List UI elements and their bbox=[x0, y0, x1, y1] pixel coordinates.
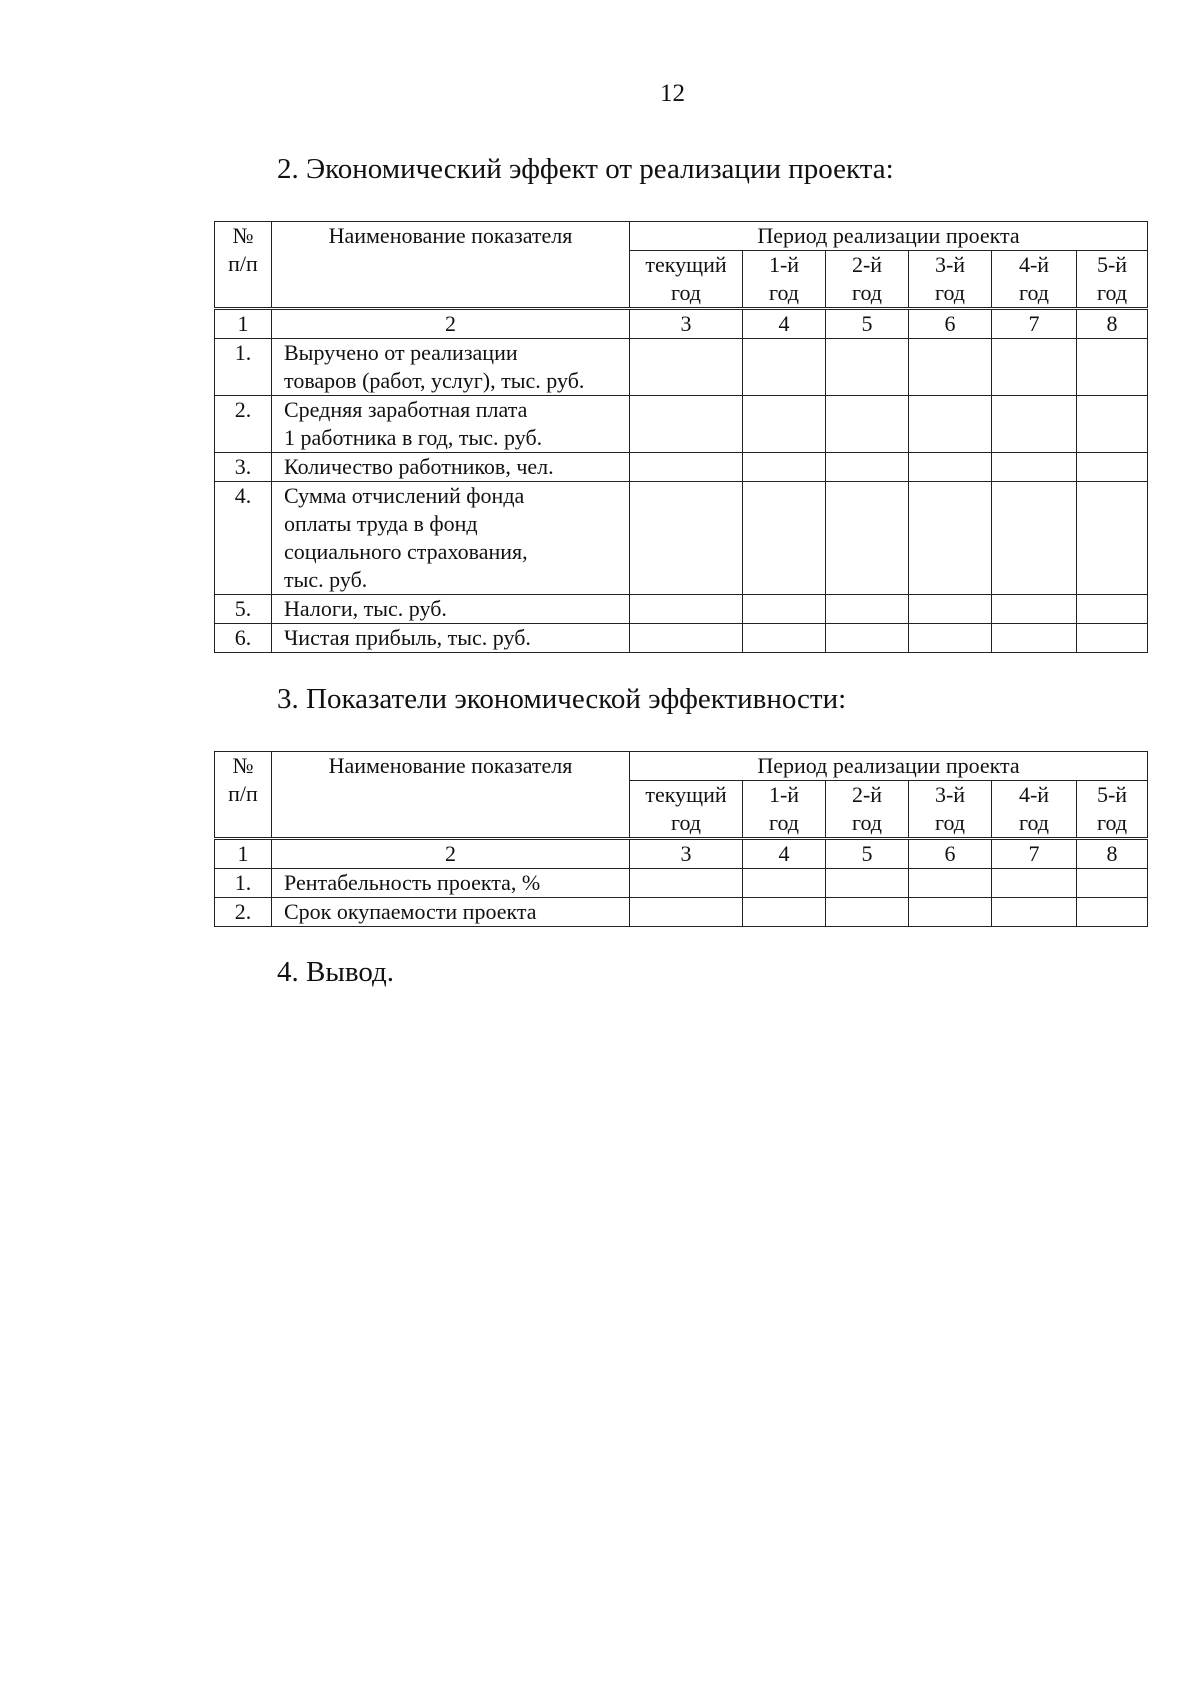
year-label-line-2: год bbox=[851, 280, 883, 305]
column-number-cell: 6 bbox=[909, 839, 992, 869]
indicator-name-cell bbox=[272, 453, 630, 482]
section-2-heading: 2. Экономический эффект от реализации проекта: bbox=[277, 153, 894, 185]
section-4-heading: 4. Вывод. bbox=[277, 956, 394, 988]
year-header-cell bbox=[1077, 251, 1148, 309]
empty-value-cell bbox=[992, 624, 1077, 653]
column-number-row bbox=[215, 839, 1148, 869]
empty-value-cell bbox=[826, 595, 909, 624]
year-header-cell bbox=[909, 781, 992, 839]
empty-value-cell bbox=[992, 595, 1077, 624]
year-label-line-1: 4-й bbox=[1018, 782, 1050, 807]
year-label-line-1: текущий bbox=[645, 252, 727, 277]
year-label-line-2: год bbox=[851, 810, 883, 835]
page-number: 12 bbox=[660, 80, 685, 107]
empty-value-cell bbox=[909, 453, 992, 482]
period-header: Период реализации проекта bbox=[630, 222, 1148, 251]
economic-effect-table bbox=[214, 221, 1148, 653]
empty-value-cell bbox=[630, 869, 743, 898]
section-3-heading: 3. Показатели экономической эффективности: bbox=[277, 683, 847, 715]
year-label-line-1: 1-й bbox=[768, 782, 800, 807]
year-header-cell bbox=[826, 781, 909, 839]
empty-value-cell bbox=[1077, 869, 1148, 898]
year-header-cell bbox=[743, 781, 826, 839]
indicator-name-cell bbox=[272, 339, 630, 396]
number-header-cell bbox=[215, 222, 272, 309]
empty-value-cell bbox=[630, 624, 743, 653]
indicator-name-line: 1 работника в год, тыс. руб. bbox=[284, 425, 543, 450]
indicator-name-header: Наименование показателя bbox=[272, 222, 630, 309]
number-header-line-1: № bbox=[232, 223, 254, 248]
empty-value-cell bbox=[1077, 595, 1148, 624]
column-number-cell: 5 bbox=[826, 309, 909, 339]
header-row bbox=[215, 222, 1148, 251]
indicator-name-cell bbox=[272, 396, 630, 453]
row-number-cell: 6. bbox=[215, 624, 272, 653]
year-label-line-1: 4-й bbox=[1018, 252, 1050, 277]
empty-value-cell bbox=[826, 453, 909, 482]
year-label-line-1: 2-й bbox=[851, 252, 883, 277]
year-header-cell bbox=[992, 781, 1077, 839]
indicator-name-cell bbox=[272, 595, 630, 624]
efficiency-indicators-table bbox=[214, 751, 1148, 927]
empty-value-cell bbox=[1077, 898, 1148, 927]
year-label-line-2: год bbox=[1018, 280, 1050, 305]
indicator-name-cell bbox=[272, 898, 630, 927]
year-label-line-2: год bbox=[934, 280, 966, 305]
empty-value-cell bbox=[630, 482, 743, 595]
table-row bbox=[215, 339, 1148, 396]
indicator-name-cell bbox=[272, 869, 630, 898]
empty-value-cell bbox=[743, 595, 826, 624]
period-header: Период реализации проекта bbox=[630, 752, 1148, 781]
empty-value-cell bbox=[826, 339, 909, 396]
column-number-cell: 2 bbox=[272, 839, 630, 869]
table-row bbox=[215, 869, 1148, 898]
table-row bbox=[215, 453, 1148, 482]
indicator-name-line: тыс. руб. bbox=[284, 567, 368, 592]
year-label-line-1: 5-й bbox=[1096, 782, 1128, 807]
column-number-cell: 3 bbox=[630, 839, 743, 869]
row-number-cell: 1. bbox=[215, 339, 272, 396]
empty-value-cell bbox=[743, 898, 826, 927]
column-number-cell: 6 bbox=[909, 309, 992, 339]
empty-value-cell bbox=[909, 339, 992, 396]
indicator-name-line: Средняя заработная плата bbox=[284, 397, 528, 422]
year-label-line-2: год bbox=[1018, 810, 1050, 835]
empty-value-cell bbox=[1077, 453, 1148, 482]
row-number-cell: 2. bbox=[215, 898, 272, 927]
row-number-cell: 2. bbox=[215, 396, 272, 453]
column-number-cell: 3 bbox=[630, 309, 743, 339]
year-label-line-1: 2-й bbox=[851, 782, 883, 807]
year-header-cell bbox=[743, 251, 826, 309]
indicator-name-line: Рентабельность проекта, % bbox=[284, 870, 541, 895]
table-row bbox=[215, 898, 1148, 927]
empty-value-cell bbox=[630, 453, 743, 482]
year-label-line-1: 1-й bbox=[768, 252, 800, 277]
indicator-name-line: товаров (работ, услуг), тыс. руб. bbox=[284, 368, 585, 393]
empty-value-cell bbox=[826, 869, 909, 898]
table-row bbox=[215, 482, 1148, 595]
column-number-cell: 1 bbox=[215, 839, 272, 869]
empty-value-cell bbox=[743, 624, 826, 653]
empty-value-cell bbox=[992, 396, 1077, 453]
empty-value-cell bbox=[743, 396, 826, 453]
indicator-name-cell bbox=[272, 482, 630, 595]
column-number-cell: 1 bbox=[215, 309, 272, 339]
column-number-cell: 7 bbox=[992, 839, 1077, 869]
row-number-cell: 5. bbox=[215, 595, 272, 624]
economic-effect-table-body bbox=[215, 222, 1148, 653]
empty-value-cell bbox=[992, 339, 1077, 396]
empty-value-cell bbox=[909, 869, 992, 898]
column-number-row bbox=[215, 309, 1148, 339]
row-number-cell: 1. bbox=[215, 869, 272, 898]
number-header-line-2: п/п bbox=[228, 251, 258, 276]
empty-value-cell bbox=[909, 624, 992, 653]
year-label-line-2: год bbox=[768, 280, 800, 305]
empty-value-cell bbox=[826, 624, 909, 653]
indicator-name-line: Чистая прибыль, тыс. руб. bbox=[284, 625, 531, 650]
empty-value-cell bbox=[743, 482, 826, 595]
indicator-name-line: Срок окупаемости проекта bbox=[284, 899, 537, 924]
header-row bbox=[215, 752, 1148, 781]
indicator-name-line: оплаты труда в фонд bbox=[284, 511, 478, 536]
number-header-line-1: № bbox=[232, 753, 254, 778]
empty-value-cell bbox=[826, 898, 909, 927]
year-label-line-1: 3-й bbox=[934, 252, 966, 277]
efficiency-indicators-table-body bbox=[215, 752, 1148, 927]
row-number-cell: 3. bbox=[215, 453, 272, 482]
column-number-cell: 4 bbox=[743, 309, 826, 339]
year-label-line-1: текущий bbox=[645, 782, 727, 807]
empty-value-cell bbox=[826, 482, 909, 595]
column-number-cell: 2 bbox=[272, 309, 630, 339]
row-number-cell: 4. bbox=[215, 482, 272, 595]
empty-value-cell bbox=[1077, 482, 1148, 595]
year-header-cell bbox=[826, 251, 909, 309]
table-row bbox=[215, 396, 1148, 453]
year-header-cell bbox=[630, 251, 743, 309]
column-number-cell: 8 bbox=[1077, 839, 1148, 869]
table-row bbox=[215, 624, 1148, 653]
empty-value-cell bbox=[909, 396, 992, 453]
empty-value-cell bbox=[1077, 339, 1148, 396]
empty-value-cell bbox=[992, 482, 1077, 595]
column-number-cell: 4 bbox=[743, 839, 826, 869]
empty-value-cell bbox=[909, 595, 992, 624]
empty-value-cell bbox=[743, 453, 826, 482]
year-label-line-2: год bbox=[1096, 280, 1128, 305]
indicator-name-line: Количество работников, чел. bbox=[284, 454, 554, 479]
empty-value-cell bbox=[630, 898, 743, 927]
indicator-name-cell bbox=[272, 624, 630, 653]
year-label-line-1: 3-й bbox=[934, 782, 966, 807]
empty-value-cell bbox=[992, 869, 1077, 898]
year-label-line-2: год bbox=[1096, 810, 1128, 835]
table-row bbox=[215, 595, 1148, 624]
year-label-line-2: год bbox=[768, 810, 800, 835]
column-number-cell: 5 bbox=[826, 839, 909, 869]
column-number-cell: 8 bbox=[1077, 309, 1148, 339]
indicator-name-line: Выручено от реализации bbox=[284, 340, 518, 365]
empty-value-cell bbox=[743, 869, 826, 898]
year-label-line-2: год bbox=[670, 810, 702, 835]
year-label-line-2: год bbox=[934, 810, 966, 835]
empty-value-cell bbox=[909, 482, 992, 595]
number-header-cell bbox=[215, 752, 272, 839]
column-number-cell: 7 bbox=[992, 309, 1077, 339]
empty-value-cell bbox=[992, 453, 1077, 482]
year-label-line-2: год bbox=[670, 280, 702, 305]
empty-value-cell bbox=[630, 339, 743, 396]
indicator-name-line: Сумма отчислений фонда bbox=[284, 483, 525, 508]
empty-value-cell bbox=[1077, 396, 1148, 453]
empty-value-cell bbox=[909, 898, 992, 927]
empty-value-cell bbox=[1077, 624, 1148, 653]
year-header-cell bbox=[630, 781, 743, 839]
year-label-line-1: 5-й bbox=[1096, 252, 1128, 277]
empty-value-cell bbox=[992, 898, 1077, 927]
number-header-line-2: п/п bbox=[228, 781, 258, 806]
year-header-cell bbox=[1077, 781, 1148, 839]
year-header-cell bbox=[909, 251, 992, 309]
indicator-name-header: Наименование показателя bbox=[272, 752, 630, 839]
empty-value-cell bbox=[826, 396, 909, 453]
empty-value-cell bbox=[743, 339, 826, 396]
empty-value-cell bbox=[630, 595, 743, 624]
indicator-name-line: социального страхования, bbox=[284, 539, 528, 564]
empty-value-cell bbox=[630, 396, 743, 453]
year-header-cell bbox=[992, 251, 1077, 309]
indicator-name-line: Налоги, тыс. руб. bbox=[284, 596, 447, 621]
